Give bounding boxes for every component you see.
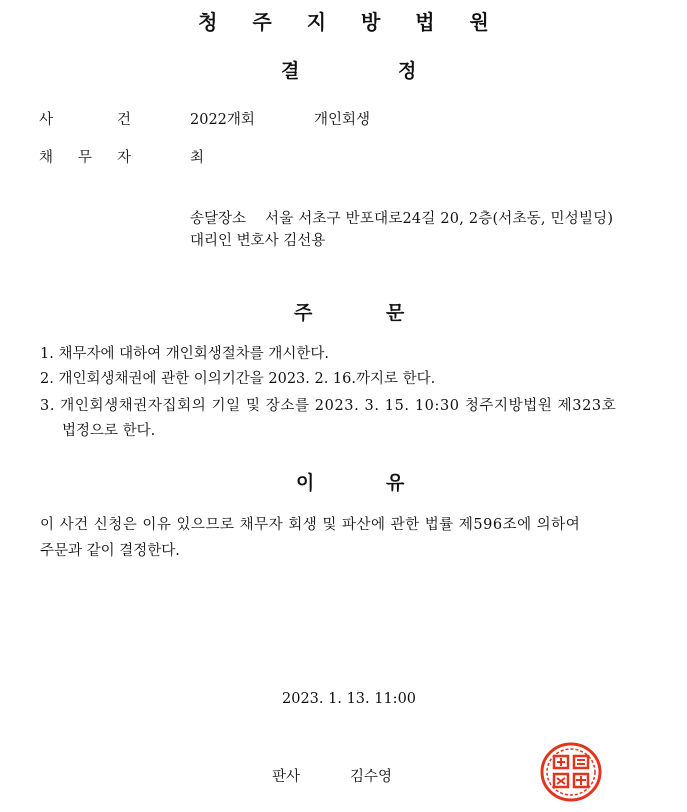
doc-type-right: 정: [398, 60, 417, 82]
service-address-label: 송달장소: [190, 211, 247, 227]
judge-title: 판사: [272, 769, 301, 785]
judge-name: 김수영: [350, 769, 393, 785]
order-item-2: 2. 개인회생채권에 관한 이의기간을 2023. 2. 16.까지로 한다.: [40, 371, 436, 387]
reason-line-2: 주문과 같이 결정한다.: [40, 543, 180, 559]
order-item-1: 1. 채무자에 대하여 개인회생절차를 개시한다.: [40, 346, 330, 362]
reason-heading-left: 이: [296, 472, 315, 494]
service-address-value: 서울 서초구 반포대로24길 20, 2층(서초동, 민성빌딩): [265, 211, 614, 227]
agent: 대리인 변호사 김선용: [190, 233, 326, 249]
case-kind: 개인회생: [314, 112, 371, 128]
case-number: 2022개회: [190, 112, 255, 128]
reason-heading-right: 유: [386, 472, 405, 494]
case-label-1: 사: [39, 112, 54, 128]
case-label-2: 건: [117, 112, 132, 128]
order-item-3-cont: 법정으로 한다.: [62, 423, 156, 439]
debtor-label-2: 무: [78, 150, 93, 166]
reason-line-1: 이 사건 신청은 이유 있으므로 채무자 회생 및 파산에 관한 법률 제596조에 의하여: [40, 517, 581, 533]
order-heading-left: 주: [294, 302, 313, 324]
doc-type-left: 결: [281, 60, 300, 82]
debtor-label-3: 자: [117, 150, 132, 166]
court-title: 청 주 지 방 법 원: [198, 10, 503, 34]
decision-date: 2023. 1. 13. 11:00: [282, 691, 417, 707]
debtor-name: 최: [190, 150, 205, 166]
order-item-3: 3. 개인회생채권자집회의 기일 및 장소를 2023. 3. 15. 10:30 청주지방법원 제323호: [40, 398, 617, 414]
court-seal-icon: [540, 742, 602, 802]
order-heading-right: 문: [386, 302, 405, 324]
debtor-label-1: 채: [39, 150, 54, 166]
